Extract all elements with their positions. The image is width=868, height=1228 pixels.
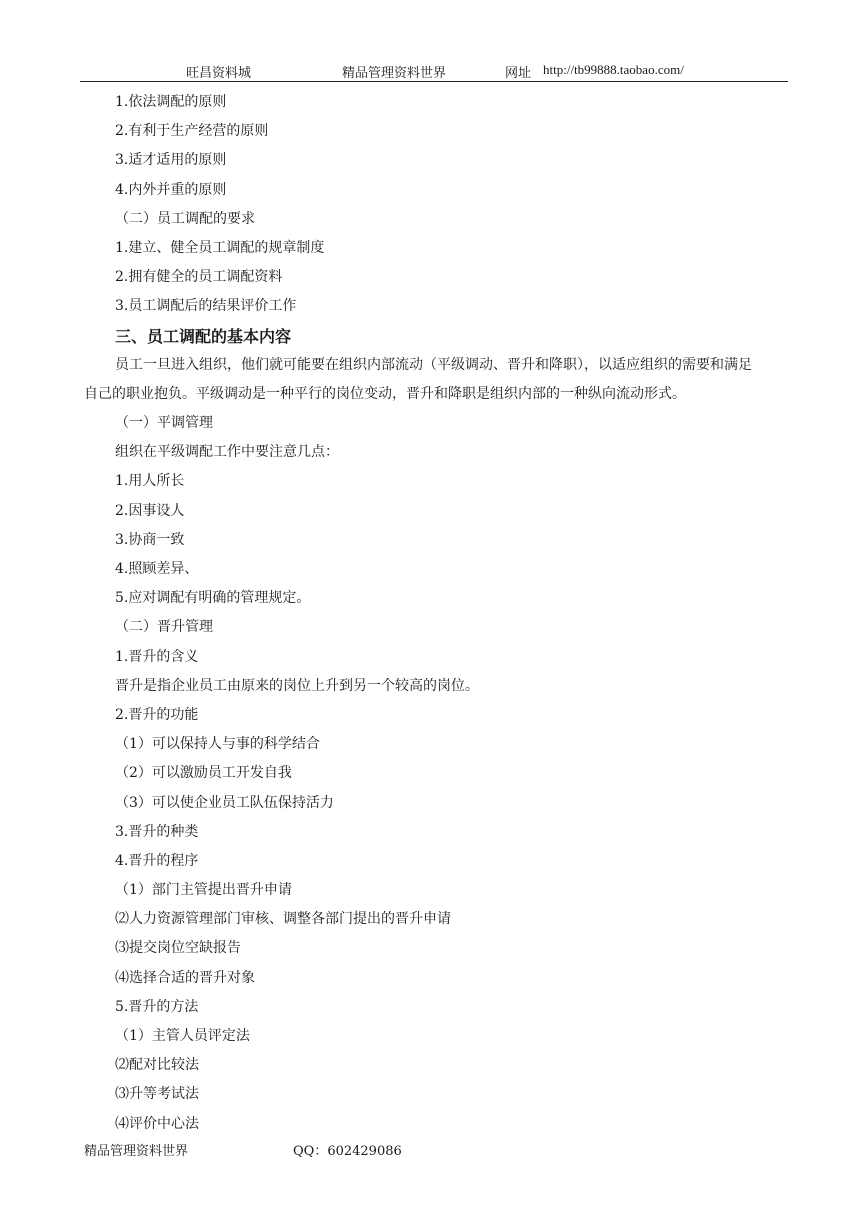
list-item: 2.有利于生产经营的原则 <box>115 123 269 140</box>
list-item: ⑶升等考试法 <box>115 1086 199 1103</box>
list-item: 4.内外并重的原则 <box>115 181 227 198</box>
list-item: （1）部门主管提出晋升申请 <box>115 882 292 899</box>
header-center-text: 精品管理资料世界 <box>342 66 447 81</box>
intro-paragraph: 员工一旦进入组织，他们就可能要在组织内部流动（平级调动、晋升和降职），以适应组织的需要和满足自己的职业抱负。平级调动是一种平行的岗位变动，晋升和降职是组织内部的一种纵向流动形式。 <box>84 356 752 402</box>
list-item: ⑵配对比较法 <box>115 1057 199 1074</box>
list-item: 2.拥有健全的员工调配资料 <box>115 269 283 286</box>
list-item: 5.晋升的方法 <box>115 998 199 1015</box>
list-item: （3）可以使企业员工队伍保持活力 <box>115 794 334 811</box>
section-heading: 三、员工调配的基本内容 <box>115 326 292 346</box>
subsection-title: （一）平调管理 <box>115 415 213 432</box>
list-item: 3.晋升的种类 <box>115 823 199 840</box>
header-left-text: 旺昌资料城 <box>186 66 252 81</box>
page-header <box>0 62 868 82</box>
list-item: 2.晋升的功能 <box>115 706 199 723</box>
list-item: 3.适才适用的原则 <box>115 152 227 169</box>
list-item: （1）可以保持人与事的科学结合 <box>115 736 320 753</box>
list-item: （2）可以激励员工开发自我 <box>115 765 292 782</box>
list-item: 3.员工调配后的结果评价工作 <box>115 298 297 315</box>
footer-left-text: 精品管理资料世界 <box>84 1144 189 1159</box>
document-body <box>84 88 791 1139</box>
list-item: 1.建立、健全员工调配的规章制度 <box>115 239 325 256</box>
subsection-title: （二）晋升管理 <box>115 619 213 636</box>
list-item: 2.因事设人 <box>115 502 185 519</box>
list-item: 1.依法调配的原则 <box>115 94 227 110</box>
header-divider <box>80 81 788 82</box>
list-item: 1.晋升的含义 <box>115 648 199 665</box>
list-item: （1）主管人员评定法 <box>115 1028 250 1045</box>
list-item: 4.晋升的程序 <box>115 852 199 869</box>
list-item: 1.用人所长 <box>115 473 185 490</box>
list-item: ⑷评价中心法 <box>115 1115 199 1132</box>
paragraph-text: 晋升是指企业员工由原来的岗位上升到另一个较高的岗位。 <box>115 677 479 694</box>
paragraph-text: 组织在平级调配工作中要注意几点： <box>115 444 339 461</box>
footer-qq-text: QQ：602429086 <box>293 1144 402 1159</box>
list-item: 4.照顾差异、 <box>115 561 199 578</box>
list-item: ⑷选择合适的晋升对象 <box>115 969 255 986</box>
list-item: 3.协商一致 <box>115 531 185 548</box>
list-item: ⑶提交岗位空缺报告 <box>115 940 241 957</box>
header-url-link[interactable]: http://tb99888.taobao.com/ <box>543 62 684 77</box>
list-item: 5.应对调配有明确的管理规定。 <box>115 590 311 607</box>
subsection-title: （二）员工调配的要求 <box>115 210 255 227</box>
header-site-label: 网址 <box>505 66 532 81</box>
list-item: ⑵人力资源管理部门审核、调整各部门提出的晋升申请 <box>115 911 451 928</box>
